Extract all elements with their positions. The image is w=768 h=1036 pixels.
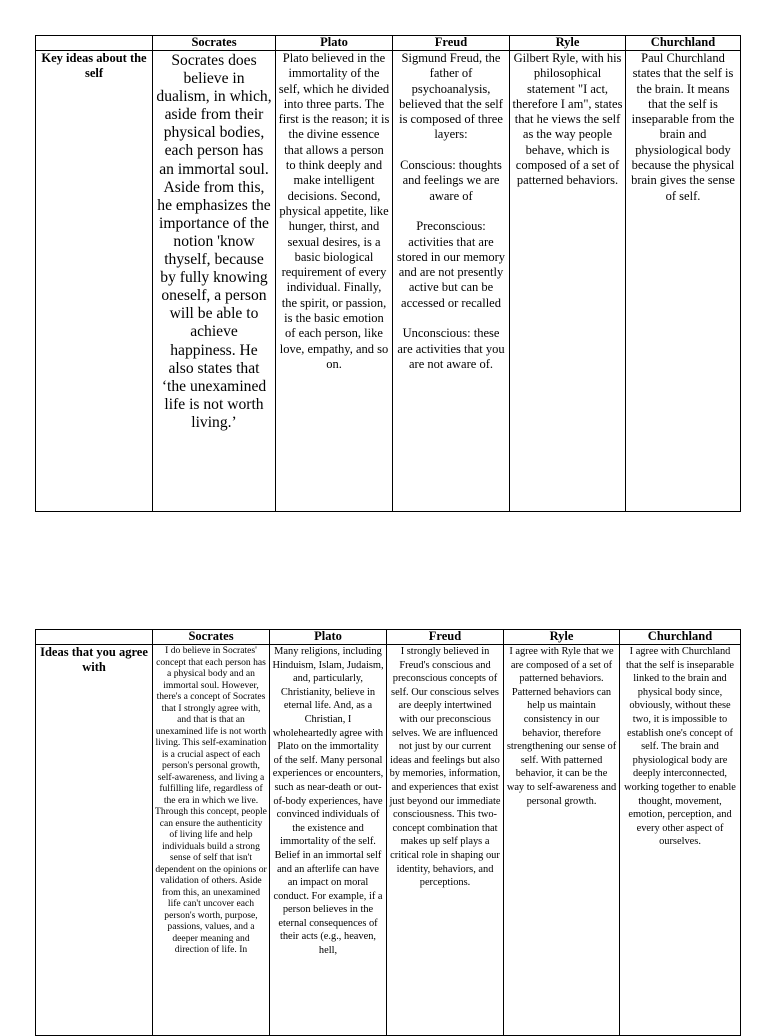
header-freud: Freud: [393, 36, 510, 51]
row-label: Ideas that you agree with: [36, 645, 153, 1036]
header-plato: Plato: [270, 630, 387, 645]
header-socrates: Socrates: [153, 36, 276, 51]
header-blank: [36, 630, 153, 645]
cell-ryle: I agree with Ryle that we are composed of a set of patterned behaviors. Patterned behaviors can help us maintain consistency in our behavior, therefore strengthening our sense of self. With patterned behavior, it can be the way to self-awareness and personal growth.: [504, 645, 620, 1036]
cell-churchland: I agree with Churchland that the self is inseparable linked to the brain and physical body since, obviously, without these two, it is impossible to establish one's concept of self. The brain and physiological body are deeply interconnected, working together to enable thought, movement, emotion, perception, and every other aspect of ourselves.: [620, 645, 741, 1036]
cell-freud: I strongly believed in Freud's conscious and preconscious concepts of self. Our conscious selves are deeply intertwined with our preconscious selves. We are influenced not just by our current ideas and feelings but also by memories, information, and experiences that exist just beyond our immediate consciousness. This two-concept combination that makes up self plays a critical role in shaping our identity, behaviors, and perceptions.: [387, 645, 504, 1036]
header-blank: [36, 36, 153, 51]
cell-freud: Sigmund Freud, the father of psychoanalysis, believed that the self is composed of three layers: Conscious: thoughts and feelings we are aware of Preconscious: activities that are stored in our memory and are not presently active but can be accessed or recalled Unconscious: these are activities that you are not aware of.: [393, 51, 510, 512]
header-churchland: Churchland: [620, 630, 741, 645]
cell-socrates: Socrates does believe in dualism, in which, aside from their physical bodies, each person has an immortal soul. Aside from this, he emphasizes the importance of the notion 'know thyself, because by fully knowing oneself, a person will be able to achieve happiness. He also states that ‘the unexamined life is not worth living.’: [153, 51, 276, 512]
header-plato: Plato: [276, 36, 393, 51]
header-churchland: Churchland: [626, 36, 741, 51]
cell-ryle: Gilbert Ryle, with his philosophical statement "I act, therefore I am", states that he views the self as the way people behave, which is composed of a set of patterned behaviors.: [510, 51, 626, 512]
key-ideas-table: [35, 35, 741, 512]
table-header-row: [36, 630, 741, 645]
row-label: Key ideas about the self: [36, 51, 153, 512]
cell-plato: Many religions, including Hinduism, Islam, Judaism, and, particularly, Christianity, believe in eternal life. And, as a Christian, I wholeheartedly agree with Plato on the immortality of the self. Many personal experiences or encounters, such as near-death or out-of-body experiences, have convinced individuals of the existence and immortality of the self. Belief in an immortal self and an afterlife can have an impact on moral conduct. For example, if a person believes in the eternal consequences of their acts (e.g., heaven, hell,: [270, 645, 387, 1036]
table-header-row: [36, 36, 741, 51]
header-ryle: Ryle: [510, 36, 626, 51]
table-row: [36, 645, 741, 1036]
agree-ideas-table: [35, 629, 741, 1036]
table-row: [36, 51, 741, 512]
header-ryle: Ryle: [504, 630, 620, 645]
cell-churchland: Paul Churchland states that the self is the brain. It means that the self is inseparable from the brain and physiological body because the physical brain gives the sense of self.: [626, 51, 741, 512]
cell-plato: Plato believed in the immortality of the self, which he divided into three parts. The first is the reason; it is the divine essence that allows a person to think deeply and make intelligent decisions. Second, physical appetite, like hunger, thirst, and sexual desires, is a basic biological requirement of every individual. Finally, the spirit, or passion, is the basic emotion of each person, like love, empathy, and so on.: [276, 51, 393, 512]
header-socrates: Socrates: [153, 630, 270, 645]
header-freud: Freud: [387, 630, 504, 645]
cell-socrates: I do believe in Socrates' concept that each person has a physical body and an immortal soul. However, there's a concept of Socrates that I strongly agree with, and that is that an unexamined life is not worth living. This self-examination is a crucial aspect of each person's personal growth, self-awareness, and living a fulfilling life, regardless of the era in which we live. Through this concept, people can ensure the authenticity of living life and help individuals build a strong sense of self that isn't dependent on the opinions or validation of others. Aside from this, an unexamined life can't uncover each person's worth, purpose, passions, values, and a deeper meaning and direction of life. In: [153, 645, 270, 1036]
